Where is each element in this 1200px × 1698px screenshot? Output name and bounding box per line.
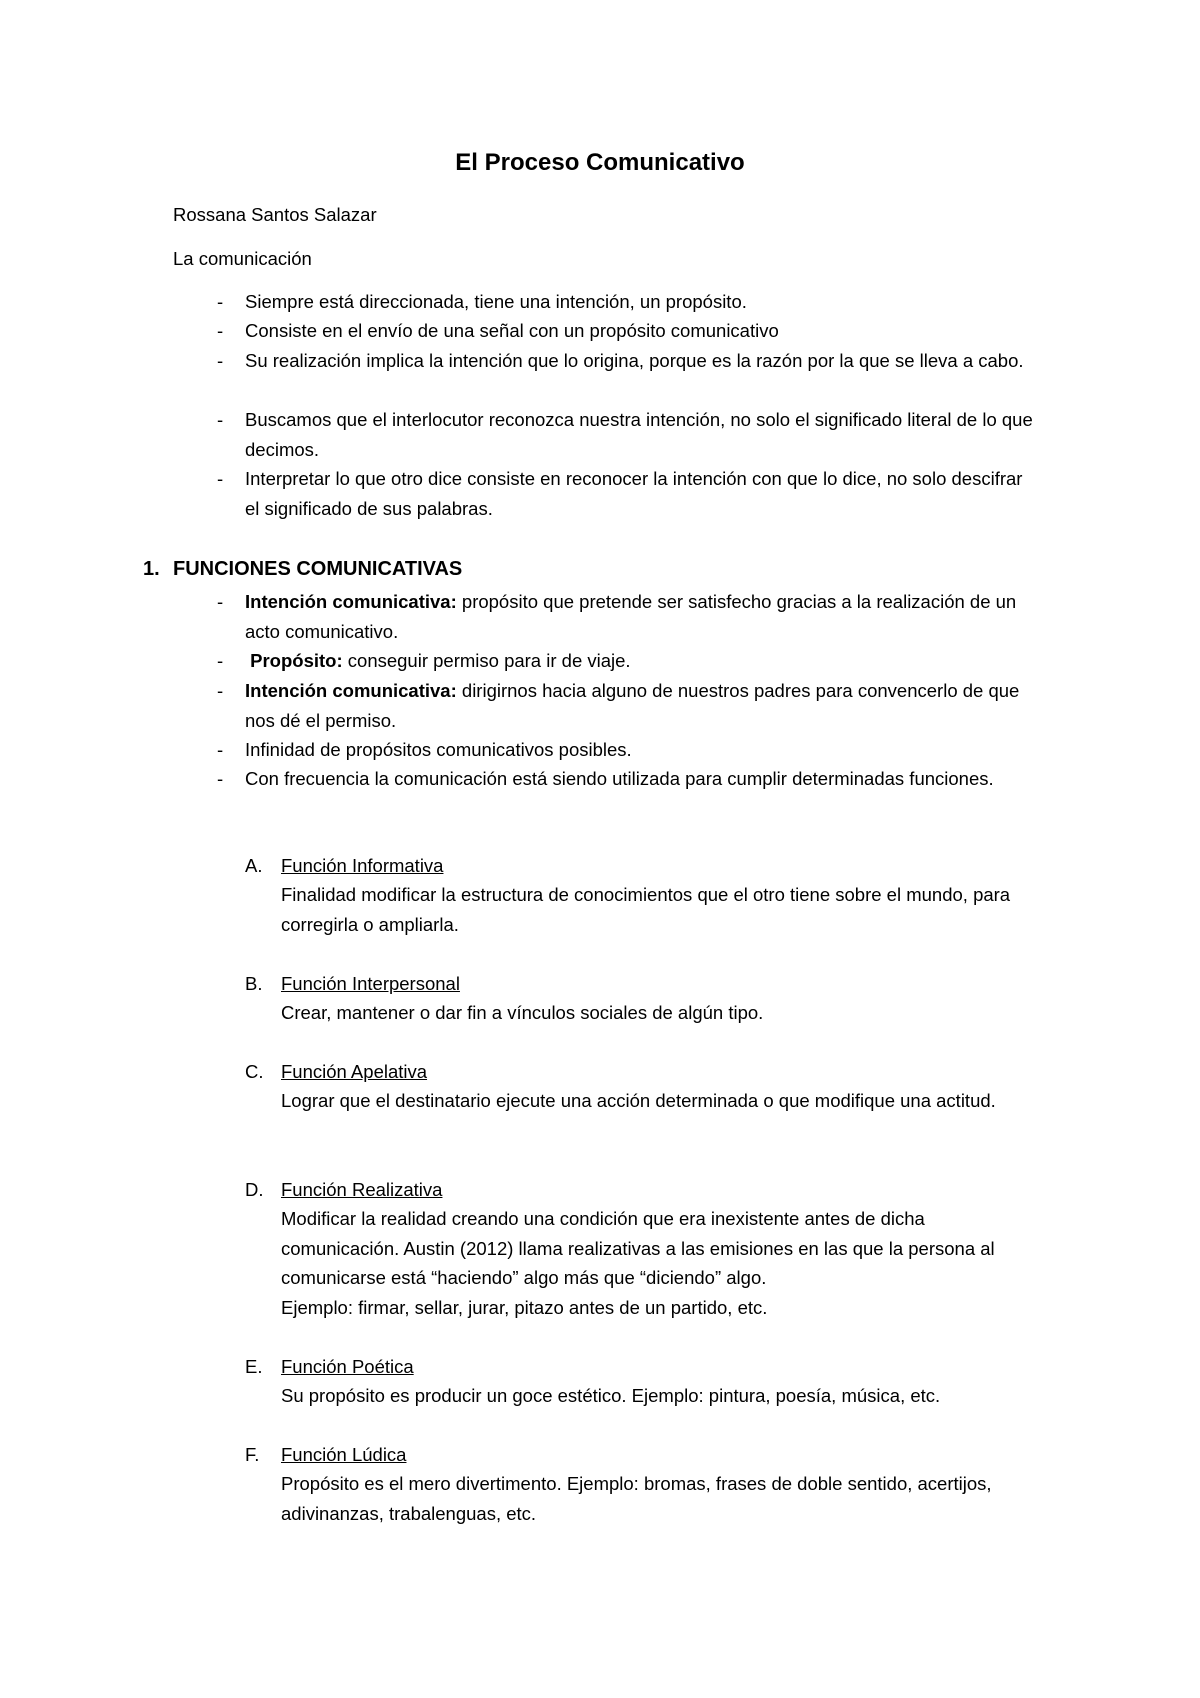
function-letter: E. bbox=[245, 1356, 263, 1377]
list-item: Siempre está direccionada, tiene una intención, un propósito. bbox=[245, 291, 747, 312]
bullet-marker: - bbox=[217, 320, 224, 341]
list-item bbox=[245, 676, 1035, 735]
list-item bbox=[245, 587, 1035, 646]
list-item: Su realización implica la intención que lo origina, porque es la razón por la que se lleva a cabo. bbox=[245, 350, 1024, 371]
function-description: Crear, mantener o dar fin a vínculos sociales de algún tipo. bbox=[281, 1002, 764, 1023]
bullet-term: Intención comunicativa: bbox=[245, 591, 457, 612]
function-title: Función Apelativa bbox=[281, 1061, 428, 1082]
bullet-marker: - bbox=[217, 409, 224, 430]
function-description: Modificar la realidad creando una condición que era inexistente antes de dicha comunicación. Austin (2012) llama realizativas a las emisiones en las que la persona al comunicarse está “haciendo” algo más que “diciendo” algo. bbox=[281, 1208, 995, 1288]
function-description: Lograr que el destinatario ejecute una acción determinada o que modifique una actitud. bbox=[281, 1090, 996, 1111]
list-item bbox=[245, 646, 1035, 676]
function-letter: C. bbox=[245, 1061, 264, 1082]
list-item bbox=[245, 735, 1035, 765]
list-item: Consiste en el envío de una señal con un propósito comunicativo bbox=[245, 320, 779, 341]
function-title: Función Interpersonal bbox=[281, 973, 460, 994]
bullet-description: conseguir permiso para ir de viaje. bbox=[342, 650, 631, 671]
bullet-marker: - bbox=[217, 291, 224, 312]
bullet-description: Con frecuencia la comunicación está siendo utilizada para cumplir determinadas funciones. bbox=[245, 768, 994, 789]
section-number: 1. bbox=[143, 558, 160, 580]
function-title: Función Poética bbox=[281, 1356, 414, 1377]
intro-heading: La comunicación bbox=[173, 248, 312, 269]
function-description: Propósito es el mero divertimento. Ejemplo: bromas, frases de doble sentido, acertijos, adivinanzas, trabalenguas, etc. bbox=[281, 1473, 992, 1524]
section-heading bbox=[143, 555, 462, 583]
bullet-marker: - bbox=[217, 591, 224, 612]
function-letter: F. bbox=[245, 1444, 260, 1465]
bullet-marker: - bbox=[217, 350, 224, 371]
document-title: El Proceso Comunicativo bbox=[455, 149, 745, 176]
bullet-description: Infinidad de propósitos comunicativos posibles. bbox=[245, 739, 632, 760]
function-title: Función Informativa bbox=[281, 855, 444, 876]
author-name: Rossana Santos Salazar bbox=[173, 204, 377, 225]
list-item bbox=[245, 764, 1035, 794]
function-title: Función Realizativa bbox=[281, 1179, 443, 1200]
bullet-marker: - bbox=[217, 468, 224, 489]
bullet-marker: - bbox=[217, 768, 224, 789]
function-letter: A. bbox=[245, 855, 263, 876]
bullet-description: propósito que pretende ser satisfecho gracias a la realización de un acto comunicativo. bbox=[245, 591, 1017, 642]
function-description: Finalidad modificar la estructura de conocimientos que el otro tiene sobre el mundo, para corregirla o ampliarla. bbox=[281, 884, 1011, 935]
bullet-term: Intención comunicativa: bbox=[245, 680, 457, 701]
section-title: FUNCIONES COMUNICATIVAS bbox=[173, 558, 463, 580]
function-letter: D. bbox=[245, 1179, 264, 1200]
list-item: Interpretar lo que otro dice consiste en reconocer la intención con que lo dice, no solo descifrar el significado de sus palabras. bbox=[245, 468, 1023, 519]
function-example: Ejemplo: firmar, sellar, jurar, pitazo antes de un partido, etc. bbox=[281, 1297, 768, 1318]
bullet-term: Propósito: bbox=[245, 650, 343, 671]
bullet-description: dirigirnos hacia alguno de nuestros padres para convencerlo de que nos dé el permiso. bbox=[245, 680, 1020, 731]
function-title: Función Lúdica bbox=[281, 1444, 407, 1465]
bullet-marker: - bbox=[217, 650, 224, 671]
bullet-marker: - bbox=[217, 680, 224, 701]
function-description: Su propósito es producir un goce estético. Ejemplo: pintura, poesía, música, etc. bbox=[281, 1385, 941, 1406]
function-letter: B. bbox=[245, 973, 263, 994]
list-item: Buscamos que el interlocutor reconozca nuestra intención, no solo el significado literal de lo que decimos. bbox=[245, 409, 1033, 460]
bullet-marker: - bbox=[217, 739, 224, 760]
